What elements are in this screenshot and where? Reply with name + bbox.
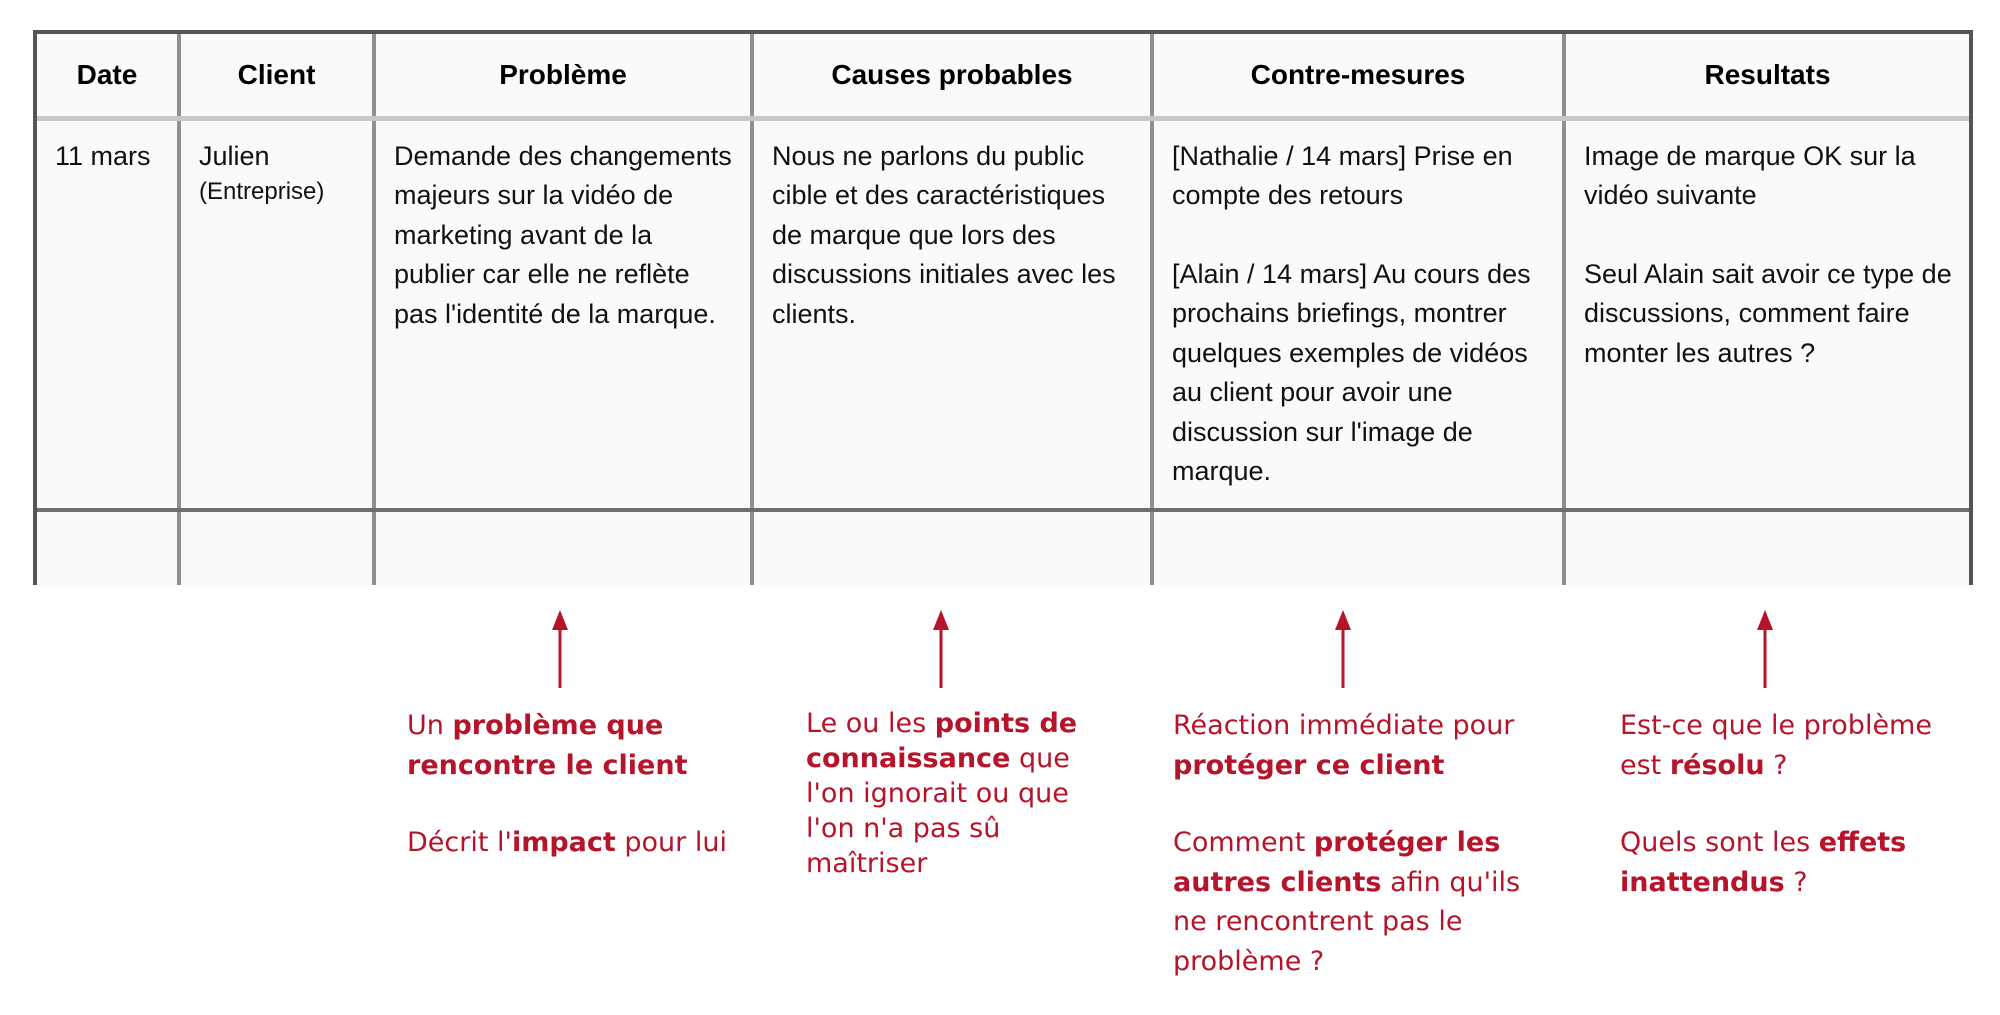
resultats-text-2: Seul Alain sait avoir ce type de discussions, comment faire monter les autres ? — [1584, 258, 1952, 368]
annotation-paragraph — [1173, 706, 1553, 785]
annotation-paragraph — [407, 706, 777, 785]
arrow-up-icon — [1755, 610, 1775, 688]
header-causes: Causes probables — [752, 34, 1152, 118]
header-client: Client — [179, 34, 374, 118]
annotation-paragraph — [1620, 823, 1960, 902]
annotation-contre-mesures — [1173, 706, 1553, 981]
cell-resultats[interactable] — [1564, 118, 1969, 510]
empty-cell[interactable] — [374, 510, 752, 585]
annotation-emphasis: problème que rencontre le client — [407, 710, 688, 781]
annotation-emphasis: points de connaissance — [806, 708, 1078, 774]
annotation-emphasis: protéger ce client — [1173, 749, 1445, 781]
annotation-emphasis: protéger les autres clients — [1173, 827, 1501, 898]
annotation-paragraph — [806, 706, 1106, 881]
annotation-text: Un — [407, 710, 453, 741]
annotation-emphasis: effets inattendus — [1620, 827, 1907, 898]
annotation-causes — [806, 706, 1106, 881]
table-row-empty — [37, 510, 1969, 585]
header-row — [37, 34, 1969, 118]
annotation-text: afin qu'ils ne rencontrent pas le problème ? — [1173, 866, 1521, 977]
results-table — [37, 34, 1969, 585]
resultats-text-1: Image de marque OK sur la vidéo suivante — [1584, 140, 1916, 210]
empty-cell[interactable] — [179, 510, 374, 585]
client-name: Julien — [199, 140, 270, 171]
annotation-probleme — [407, 706, 777, 863]
annotation-emphasis: résolu — [1669, 749, 1765, 781]
results-table-sheet — [33, 30, 1973, 585]
header-contre-mesures: Contre-mesures — [1152, 34, 1564, 118]
date-value: 11 mars — [55, 140, 151, 171]
annotation-paragraph — [407, 823, 777, 863]
empty-cell[interactable] — [37, 510, 179, 585]
arrow-up-icon — [550, 610, 570, 688]
causes-text: Nous ne parlons du public cible et des caractéristiques de marque que lors des discussions initiales avec les clients. — [772, 140, 1116, 329]
empty-cell[interactable] — [1564, 510, 1969, 585]
contre-mesures-text-1: [Nathalie / 14 mars] Prise en compte des retours — [1172, 140, 1513, 210]
cell-causes[interactable] — [752, 118, 1152, 510]
cell-probleme[interactable] — [374, 118, 752, 510]
annotation-text: Quels sont les — [1620, 827, 1819, 858]
contre-mesures-text-2: [Alain / 14 mars] Au cours des prochains briefings, montrer quelques exemples de vidéos au client pour avoir une discussion sur l'image de marque. — [1172, 258, 1531, 486]
annotation-paragraph — [1620, 706, 1960, 785]
annotation-text: Comment — [1173, 827, 1314, 858]
arrow-up-icon — [931, 610, 951, 688]
annotation-resultats — [1620, 706, 1960, 902]
empty-cell[interactable] — [752, 510, 1152, 585]
cell-client[interactable] — [179, 118, 374, 510]
annotation-text: Décrit l' — [407, 827, 512, 858]
annotation-text: Le ou les — [806, 708, 935, 739]
annotation-text: Est-ce que le problème est — [1620, 710, 1932, 781]
table-row — [37, 118, 1969, 510]
probleme-text: Demande des changements majeurs sur la vidéo de marketing avant de la publier car elle ne reflète pas l'identité de la marque. — [394, 140, 732, 329]
annotation-text: que l'on ignorait ou que l'on n'a pas sû maîtriser — [806, 743, 1070, 879]
header-resultats: Resultats — [1564, 34, 1969, 118]
annotation-text: Réaction immédiate pour — [1173, 710, 1515, 741]
annotation-text: pour lui — [615, 827, 727, 858]
client-type: (Entreprise) — [199, 178, 325, 205]
empty-cell[interactable] — [1152, 510, 1564, 585]
header-probleme: Problème — [374, 34, 752, 118]
cell-date[interactable] — [37, 118, 179, 510]
annotation-paragraph — [1173, 823, 1553, 981]
annotation-text: ? — [1784, 866, 1808, 898]
annotation-text: ? — [1764, 749, 1788, 781]
cell-contre-mesures[interactable] — [1152, 118, 1564, 510]
arrow-up-icon — [1333, 610, 1353, 688]
header-date: Date — [37, 34, 179, 118]
annotation-emphasis: impact — [511, 827, 616, 858]
